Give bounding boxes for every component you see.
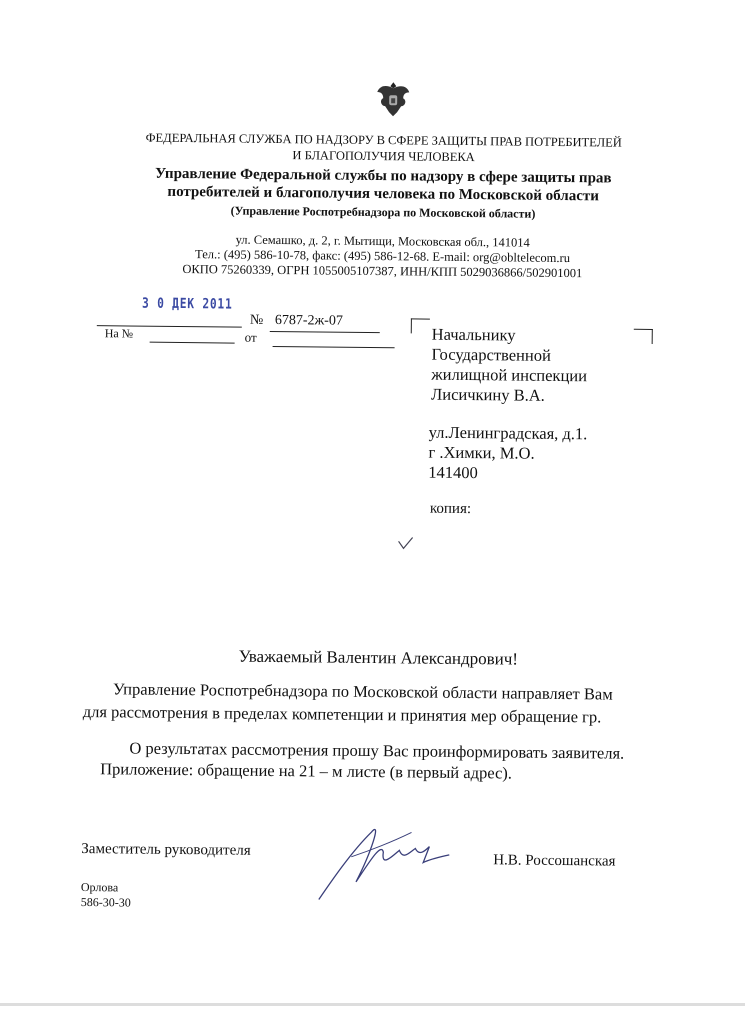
addressee-line: жилищной инспекции	[431, 364, 588, 386]
scan-edge	[0, 1003, 745, 1006]
ref-date-label: от	[244, 329, 257, 345]
date-stamp: 3 0 ДЕК 2011	[141, 295, 233, 313]
address-line: г .Химки, М.О.	[428, 442, 535, 463]
handwritten-signature	[311, 811, 457, 908]
addressee-line: Начальнику	[431, 324, 516, 345]
address-line: ул.Ленинградская, д.1.	[428, 422, 588, 444]
signer-name: Н.В. Россошанская	[493, 852, 616, 870]
office-address: ул. Семашко, д. 2, г. Мытищи, Московская обл., 141014	[235, 232, 530, 250]
checkmark-icon	[397, 536, 413, 550]
coat-of-arms-emblem	[375, 78, 411, 118]
executor-phone: 586-30-30	[80, 894, 131, 910]
paragraph2-line2: Приложение: обращение на 21 – м листе (в первый адрес).	[100, 759, 513, 783]
paragraph2-line1: О результатах рассмотрения прошу Вас проинформировать заявителя.	[129, 738, 625, 763]
addressee-line: Лисичкину В.А.	[431, 384, 545, 405]
office-codes: ОКПО 75260339, ОГРН 1055005107387, ИНН/КПП 5029036866/502901001	[182, 262, 583, 281]
ref-number-label: На №	[104, 326, 134, 341]
paragraph1-line1: Управление Роспотребнадзора по Московской области направляет Вам	[112, 679, 613, 704]
office-contacts: Тел.: (495) 586-10-78, факс: (495) 586-12-68. E-mail: org@obltelecom.ru	[195, 247, 571, 266]
office-name-line2: потребителей и благополучия человека по Московской области	[167, 183, 600, 205]
address-bracket-left	[411, 318, 430, 333]
addressee-block	[431, 325, 588, 407]
addressee-line: Государственной	[431, 344, 551, 365]
executor-name: Орлова	[80, 879, 119, 895]
office-name-line1: Управление Федеральной службы по надзору в сфере защиты прав	[155, 165, 612, 187]
addressee-address	[428, 423, 587, 485]
agency-name-line2: И БЛАГОПОЛУЧИЯ ЧЕЛОВЕКА	[292, 148, 475, 165]
ref-date-line	[273, 346, 395, 348]
signer-position: Заместитель руководителя	[81, 840, 251, 859]
address-bracket-right	[634, 329, 653, 344]
agency-name-line1: ФЕДЕРАЛЬНАЯ СЛУЖБА ПО НАДЗОРУ В СФЕРЕ ЗАЩИТЫ ПРАВ ПОТРЕБИТЕЛЕЙ	[145, 130, 622, 150]
paragraph1-line2: для рассмотрения в пределах компетенции и принятия мер обращение гр.	[82, 702, 602, 727]
registration-number: 6787-2ж-07	[274, 312, 343, 329]
number-line	[270, 331, 380, 333]
address-line: 141400	[428, 462, 478, 483]
copy-label: копия:	[429, 500, 472, 518]
salutation: Уважаемый Валентин Александрович!	[238, 646, 519, 669]
office-short-name: (Управление Роспотребнадзора по Московской области)	[230, 203, 536, 221]
ref-number-line	[150, 342, 235, 344]
number-label: №	[249, 312, 264, 328]
